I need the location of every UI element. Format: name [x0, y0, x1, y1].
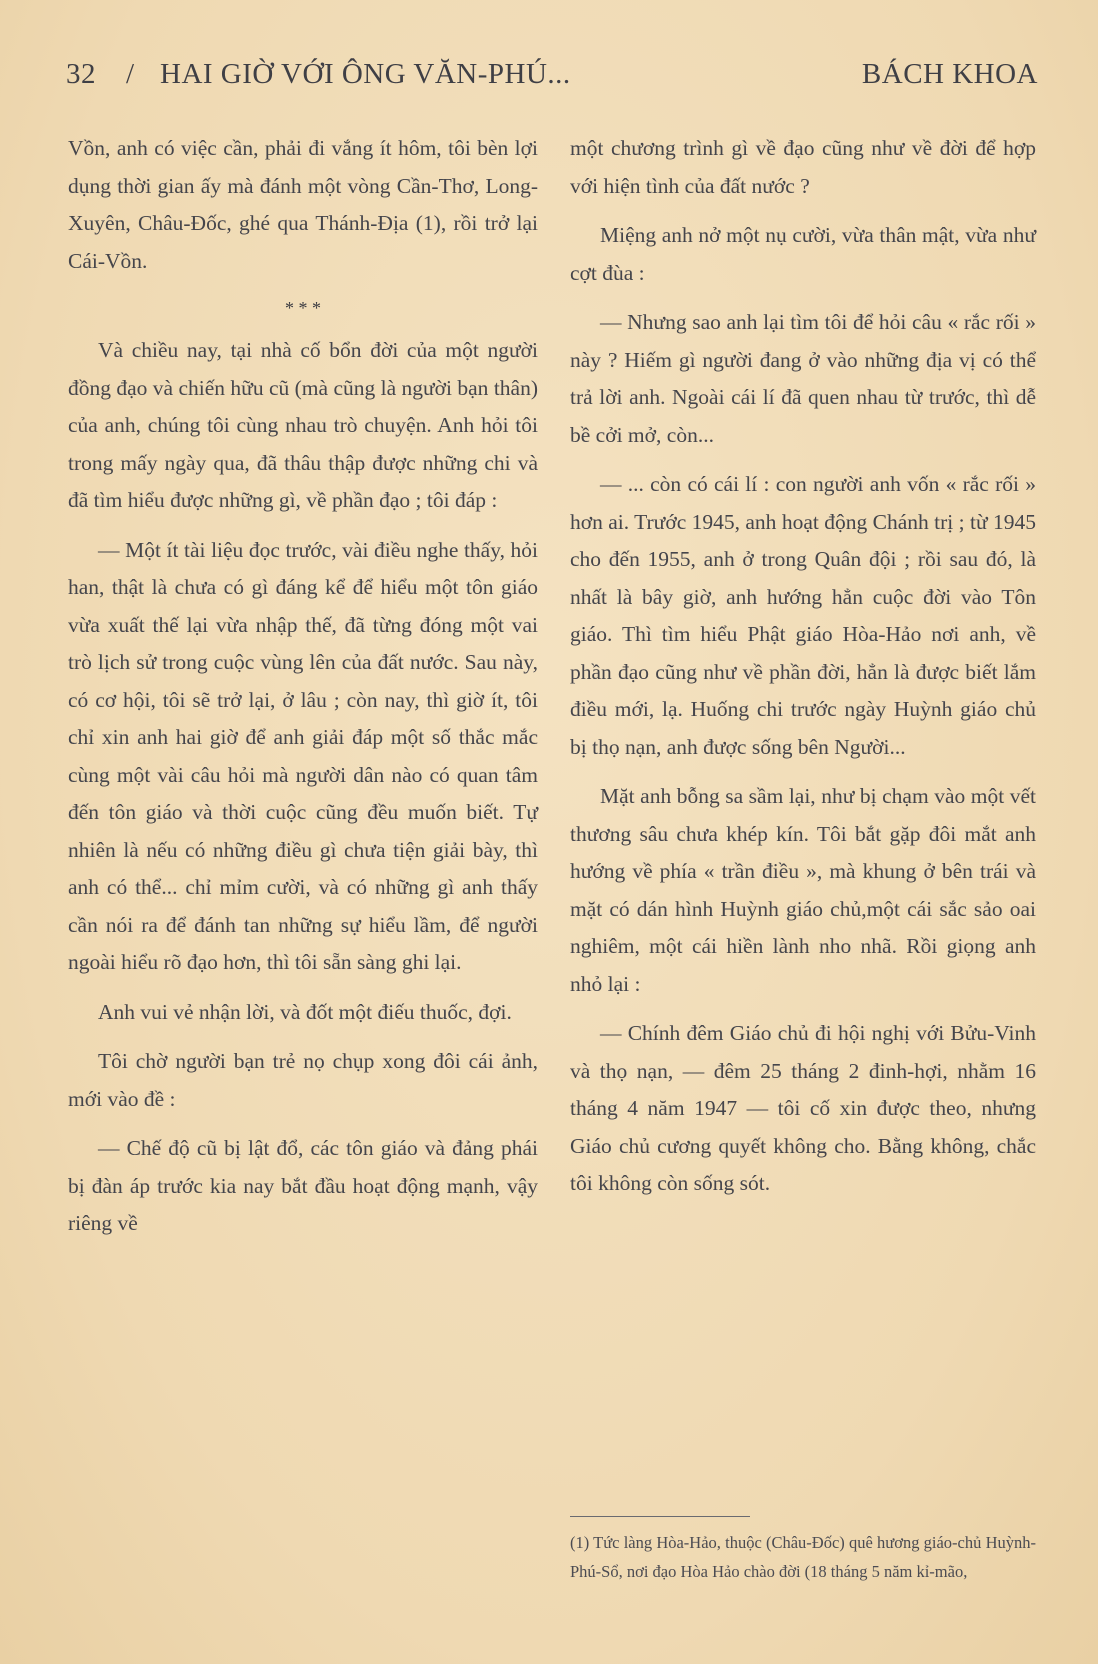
paragraph: Miệng anh nở một nụ cười, vừa thân mật, vừa như cợt đùa :: [570, 223, 1036, 285]
paragraph: Anh vui vẻ nhận lời, và đốt một điếu thuốc, đợi.: [98, 999, 512, 1024]
left-column: [68, 130, 538, 1243]
paragraph: Và chiều nay, tại nhà cố bổn đời của một người đồng đạo và chiến hữu cũ (mà cũng là người bạn thân) của anh, chúng tôi cùng nhau trò chuyện. Anh hỏi tôi trong mấy ngày qua, đã thâu thập được những chi và đã tìm hiểu được những gì, về phần đạo ; tôi đáp :: [68, 338, 538, 512]
journal-name: BÁCH KHOA: [861, 58, 1038, 90]
paragraph: — Chính đêm Giáo chủ đi hội nghị với Bửu-Vinh và thọ nạn, — đêm 25 tháng 2 đinh-hợi, nhằm 16 tháng 4 năm 1947 — tôi cố xin được theo, nhưng Giáo chủ cương quyết không cho. Bằng không, chắc tôi không còn sống sót.: [570, 1021, 1036, 1195]
running-header: [60, 58, 1038, 102]
footnote-divider: [570, 1516, 750, 1517]
right-column: [570, 130, 1036, 1203]
paragraph: Vồn, anh có việc cần, phải đi vắng ít hôm, tôi bèn lợi dụng thời gian ấy mà đánh một vòng Cần-Thơ, Long-Xuyên, Châu-Đốc, ghé qua Thánh-Địa (1), rồi trở lại Cái-Vồn.: [68, 136, 538, 273]
paragraph: — Chế độ cũ bị lật đổ, các tôn giáo và đảng phái bị đàn áp trước kia nay bắt đầu hoạt động mạnh, vậy riêng về: [68, 1136, 538, 1235]
paragraph: — Một ít tài liệu đọc trước, vài điều nghe thấy, hỏi han, thật là chưa có gì đáng kể để hiểu một tôn giáo vừa xuất thế lại vừa nhập thế, đã từng đóng một vai trò lịch sử trong cuộc vùng lên của đất nước. Sau này, có cơ hội, tôi sẽ trở lại, ở lâu ; còn nay, thì giờ ít, tôi chỉ xin anh hai giờ để anh giải đáp một số thắc mắc cùng một vài câu hỏi mà người dân nào có quan tâm đến tôn giáo và thời cuộc cũng đều muốn biết. Tự nhiên là nếu có những điều gì chưa tiện giải bày, thì anh có thể... chỉ mỉm cười, và có những gì anh thấy cần nói ra để đánh tan những sự hiểu lầm, để người ngoài hiểu rõ đạo hơn, thì tôi sẵn sàng ghi lại.: [68, 537, 538, 974]
footnote: (1) Tức làng Hòa-Hảo, thuộc (Châu-Đốc) quê hương giáo-chủ Huỳnh-Phú-Sổ, nơi đạo Hòa Hảo chào đời (18 tháng 5 năm kỉ-mão,: [570, 1533, 1036, 1581]
paragraph: — ... còn có cái lí : con người anh vốn « rắc rối » hơn ai. Trước 1945, anh hoạt động Chánh trị ; từ 1945 cho đến 1955, anh ở trong Quân đội ; rồi sau đó, là nhất là bây giờ, anh hướng hẳn cuộc đời vào Tôn giáo. Thì tìm hiểu Phật giáo Hòa-Hảo nơi anh, về phần đạo cũng như về phần đời, hẳn là được biết lắm điều mới, lạ. Huống chi trước ngày Huỳnh giáo chủ bị thọ nạn, anh được sống bên Người...: [570, 472, 1036, 759]
paragraph: Mặt anh bỗng sa sầm lại, như bị chạm vào một vết thương sâu chưa khép kín. Tôi bắt gặp đôi mắt anh hướng về phía « trần điều », mà khung ở bên trái và mặt có dán hình Huỳnh giáo chủ,một cái sắc sảo oai nghiêm, một cái hiền lành nho nhã. Rồi giọng anh nhỏ lại :: [570, 784, 1036, 996]
paragraph: Tôi chờ người bạn trẻ nọ chụp xong đôi cái ảnh, mới vào đề :: [68, 1049, 538, 1111]
article-title: HAI GIỜ VỚI ÔNG VĂN-PHÚ...: [160, 58, 571, 90]
scene-break: * * *: [285, 298, 321, 318]
page-number: 32: [66, 58, 96, 90]
paragraph: một chương trình gì về đạo cũng như về đời để hợp với hiện tình của đất nước ?: [570, 136, 1036, 198]
header-separator: /: [126, 58, 135, 90]
paragraph: — Nhưng sao anh lại tìm tôi để hỏi câu « rắc rối » này ? Hiếm gì người đang ở vào những địa vị có thể trả lời anh. Ngoài cái lí đã quen nhau từ trước, thì dễ bề cởi mở, còn...: [570, 310, 1036, 447]
